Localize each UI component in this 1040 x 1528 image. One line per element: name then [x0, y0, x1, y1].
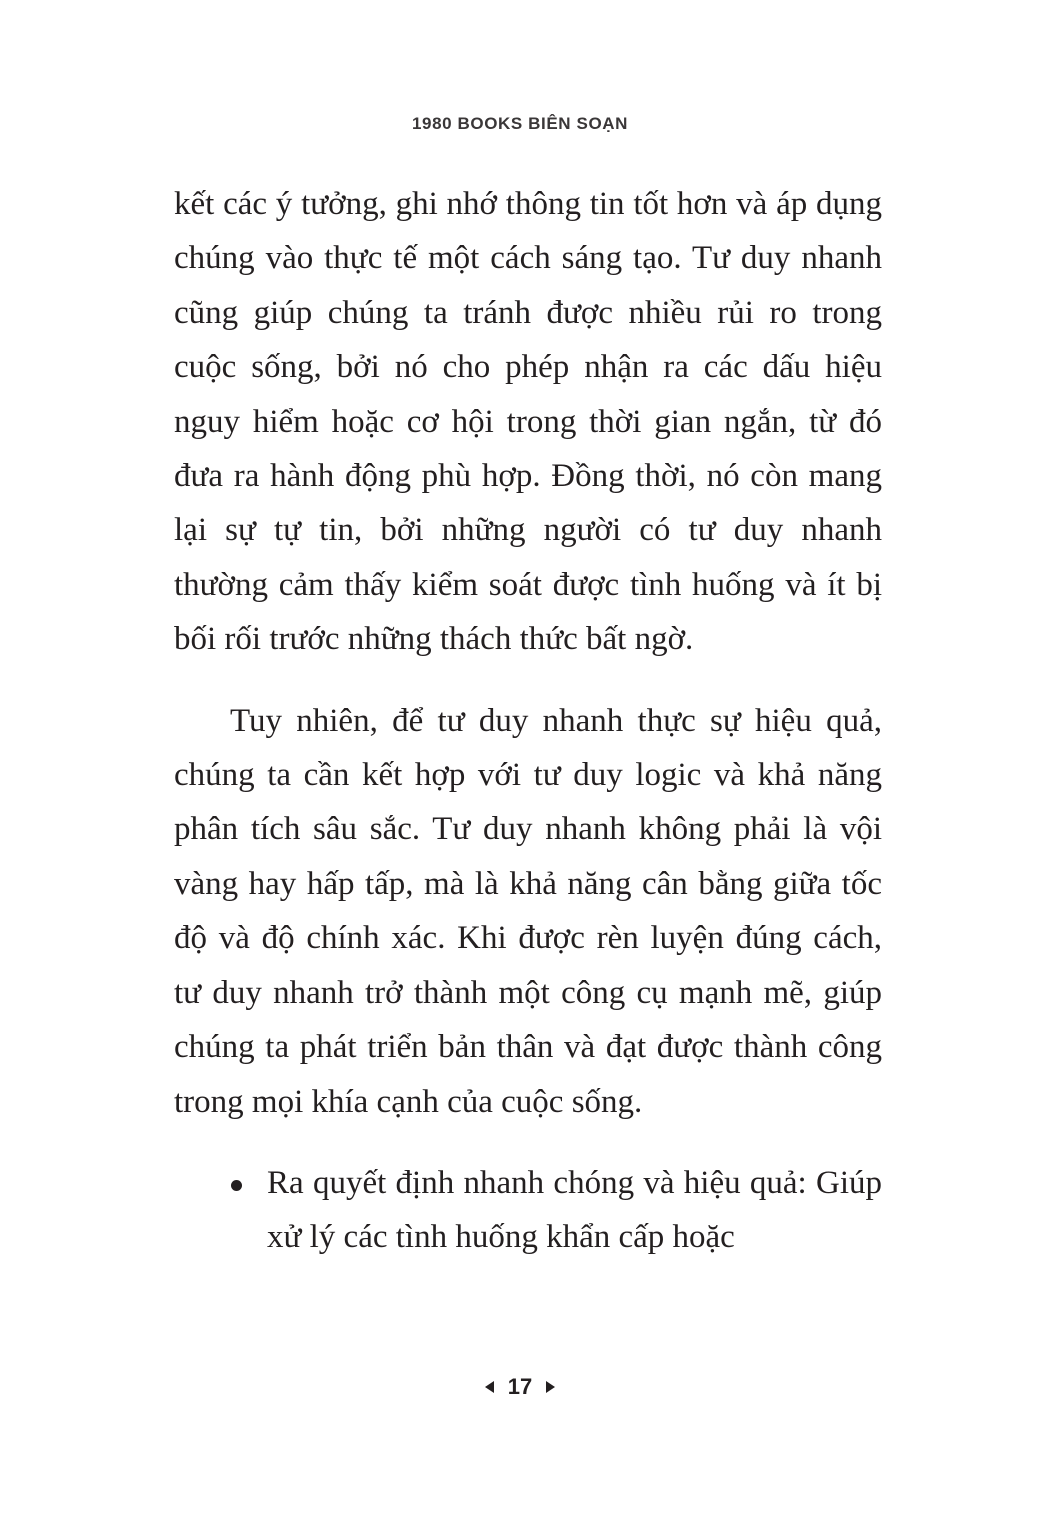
- triangle-left-icon: [485, 1381, 494, 1393]
- paragraph: Tuy nhiên, để tư duy nhanh thực sự hiệu quả, chúng ta cần kết hợp với tư duy logic và khả năng phân tích sâu sắc. Tư duy nhanh không phải là vội vàng hay hấp tấp, mà là khả năng cân bằng giữa tốc độ và độ chính xác. Khi được rèn luyện đúng cách, tư duy nhanh trở thành một công cụ mạnh mẽ, giúp chúng ta phát triển bản thân và đạt được thành công trong mọi khía cạnh của cuộc sống.: [174, 702, 882, 1120]
- bullet-item: [174, 1156, 882, 1265]
- running-header: 1980 BOOKS BIÊN SOẠN: [411, 114, 629, 133]
- paragraph-continued: kết các ý tưởng, ghi nhớ thông tin tốt hơn và áp dụng chúng vào thực tế một cách sáng tạo. Tư duy nhanh cũng giúp chúng ta tránh được nhiều rủi ro trong cuộc sống, bởi nó cho phép nhận ra các dấu hiệu nguy hiểm hoặc cơ hội trong thời gian ngắn, từ đó đưa ra hành động phù hợp. Đồng thời, nó còn mang lại sự tự tin, bởi những người có tư duy nhanh thường cảm thấy kiểm soát được tình huống và ít bị bối rối trước những thách thức bất ngờ.: [174, 186, 882, 658]
- triangle-right-icon: [546, 1381, 555, 1393]
- bullet-text: Ra quyết định nhanh chóng và hiệu quả: Giúp xử lý các tình huống khẩn cấp hoặc: [267, 1164, 882, 1256]
- page-footer: [0, 1374, 1040, 1400]
- bullet-list: [174, 1156, 882, 1265]
- bullet-dot-icon: [231, 1180, 242, 1191]
- body-text: [174, 177, 882, 1265]
- page-number: 17: [507, 1374, 533, 1399]
